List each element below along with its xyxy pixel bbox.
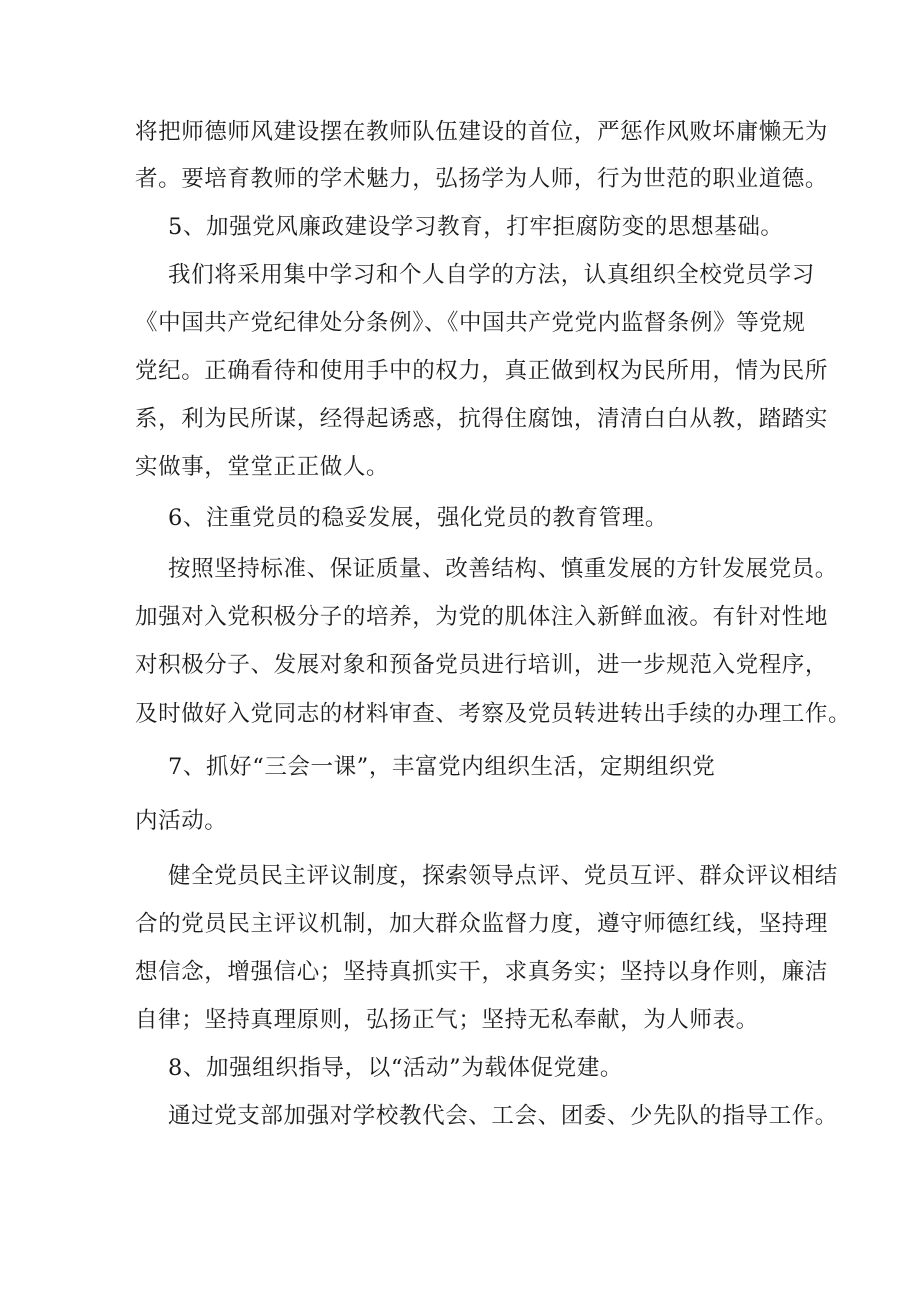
- paragraph-line: 系，利为民所谋，经得起诱惑，抗得住腐蚀，清清白白从教，踏踏实: [135, 406, 829, 432]
- section-heading-5: 5、加强党风廉政建设学习教育，打牢拒腐防变的思想基础。: [168, 214, 784, 240]
- section-heading-6: 6、注重党员的稳妥发展，强化党员的教育管理。: [168, 505, 669, 531]
- paragraph-line: 者。要培育教师的学术魅力，弘扬学为人师，行为世范的职业道德。: [135, 166, 829, 192]
- paragraph-line: 内活动。: [135, 808, 228, 834]
- paragraph-line: 健全党员民主评议制度，探索领导点评、党员互评、群众评议相结: [168, 863, 838, 889]
- paragraph-line: 合的党员民主评议机制，加大群众监督力度，遵守师德红线，坚持理: [135, 911, 829, 937]
- paragraph-line: 将把师德师风建设摆在教师队伍建设的首位，严惩作风败坏庸懒无为: [135, 119, 829, 145]
- paragraph-line: 我们将采用集中学习和个人自学的方法，认真组织全校党员学习: [168, 262, 815, 288]
- paragraph-line: 及时做好入党同志的材料审查、考察及党员转进转出手续的办理工作。: [135, 701, 852, 727]
- paragraph-line: 实做事，堂堂正正做人。: [135, 454, 390, 480]
- paragraph-line: 对积极分子、发展对象和预备党员进行培训，进一步规范入党程序，: [135, 652, 829, 678]
- paragraph-line: 加强对入党积极分子的培养，为党的肌体注入新鲜血液。有针对性地: [135, 604, 829, 630]
- section-heading-7: 7、抓好“三会一课”，丰富党内组织生活，定期组织党: [168, 754, 716, 780]
- paragraph-line: 按照坚持标准、保证质量、改善结构、慎重发展的方针发展党员。: [168, 556, 838, 582]
- paragraph-line: 《中国共产党纪律处分条例》、《中国共产党党内监督条例》等党规: [135, 310, 806, 336]
- paragraph-line: 通过党支部加强对学校教代会、工会、团委、少先队的指导工作。: [168, 1103, 838, 1129]
- section-heading-8: 8、加强组织指导，以“活动”为载体促党建。: [168, 1055, 623, 1081]
- paragraph-line: 想信念，增强信心；坚持真抓实干，求真务实；坚持以身作则，廉洁: [135, 959, 829, 985]
- paragraph-line: 党纪。正确看待和使用手中的权力，真正做到权为民所用，情为民所: [135, 358, 829, 384]
- paragraph-line: 自律；坚持真理原则，弘扬正气；坚持无私奉献，为人师表。: [135, 1007, 759, 1033]
